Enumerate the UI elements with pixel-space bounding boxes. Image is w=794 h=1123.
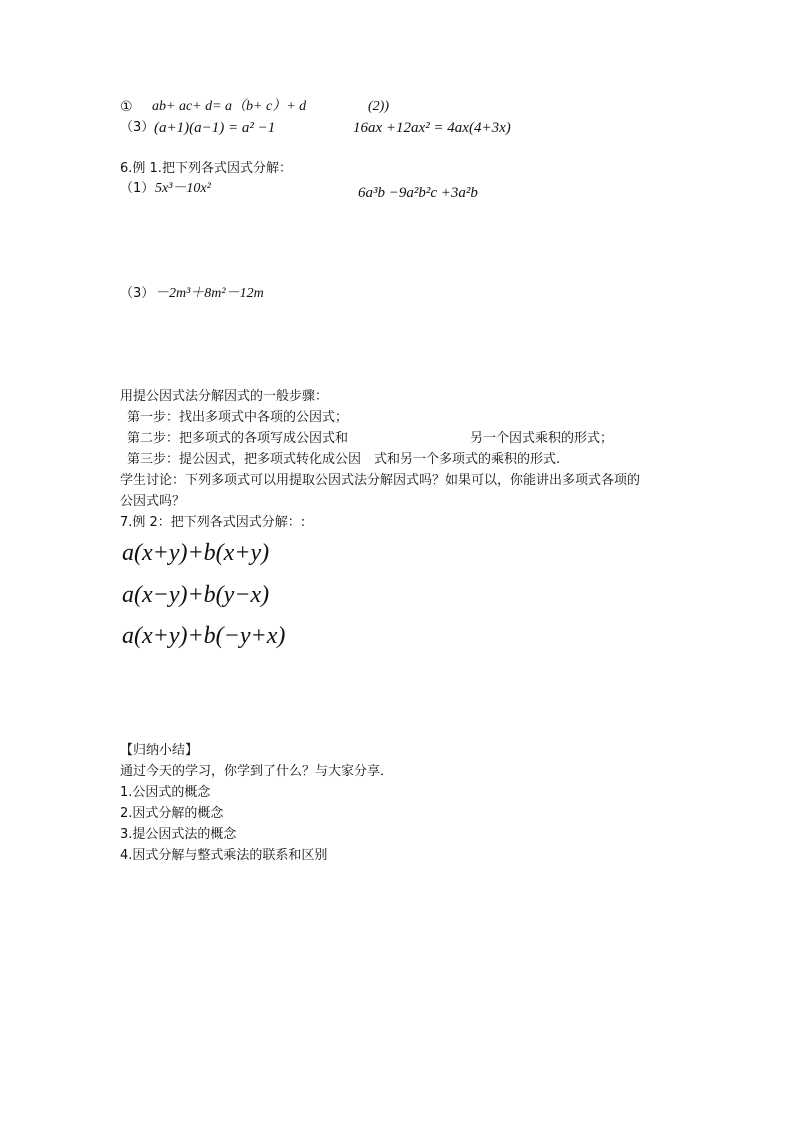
step-2-part-b: 另一个因式乘积的形式； [470,431,614,446]
discussion-line-1: 学生讨论：下列多项式可以用提取公因式法分解因式吗？如果可以，你能讲出多项式各项的 [120,473,641,488]
summary-item-3: 3.提公因式法的概念 [120,827,237,842]
example-1-problem-2-expression: 6a³b −9a²b²c +3a²b [358,185,478,201]
example-2-expression-2: a(x−y)+b(y−x) [122,582,270,608]
identity-expression-4: 16ax +12ax² = 4ax(4+3x) [353,120,511,136]
step-3: 第三步：提公因式，把多项式转化成公因 式和另一个多项式的乘积的形式. [127,452,561,467]
summary-title: 【归纳小结】 [120,743,199,758]
step-1: 第一步：找出多项式中各项的公因式； [127,410,349,425]
summary-item-1: 1.公因式的概念 [120,785,211,800]
example-2-heading: 7.例 2：把下列各式因式分解：: [120,515,306,530]
step-2-part-a: 第二步：把多项式的各项写成公因式和 [127,431,349,446]
identity-expression-3: (a+1)(a−1) = a² −1 [154,120,276,136]
example-1-problem-3-number: （3） [120,286,155,301]
discussion-line-2: 公因式吗？ [120,494,186,509]
example-2-expression-1: a(x+y)+b(x+y) [122,540,270,566]
circled-number: ① [120,99,133,115]
steps-title: 用提公因式法分解因式的一般步骤： [120,389,329,404]
example-1-problem-1-number: （1） [120,181,155,196]
summary-intro: 通过今天的学习，你学到了什么？与大家分享． [120,764,394,779]
example-2-expression-3: a(x+y)+b(−y+x) [122,623,286,649]
problem-label-2: (2)) [368,99,389,114]
example-1-problem-3-expression: －2m³＋8m²－12m [155,286,264,301]
problem-number-3: （3） [120,120,155,135]
example-1-heading: 6.例 1.把下列各式因式分解： [120,161,292,176]
identity-expression-1: ab+ ac+ d= a（b+ c）+ d [152,99,307,114]
summary-item-4: 4.因式分解与整式乘法的联系和区别 [120,848,328,863]
example-1-problem-1-expression: 5x³－10x² [155,181,211,196]
summary-item-2: 2.因式分解的概念 [120,806,224,821]
